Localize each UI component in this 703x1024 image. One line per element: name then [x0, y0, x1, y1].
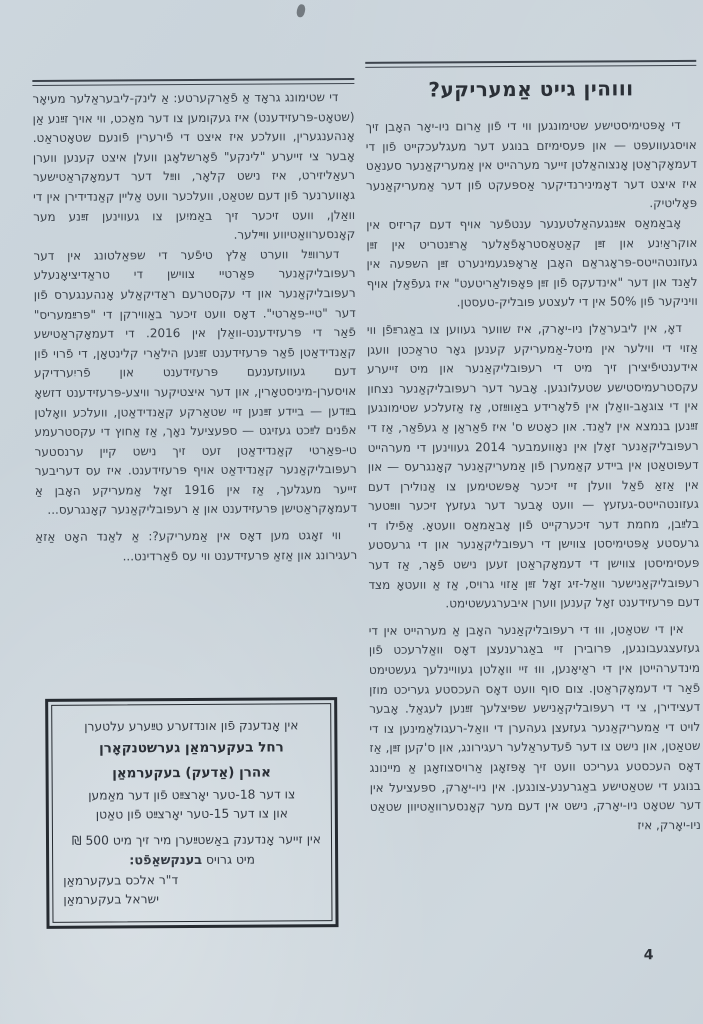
double-rule-right-column — [365, 60, 696, 68]
article-paragraph: דערווײַל ווערט אַלץ טיפֿער די שפּאַלטונג אין דער רעפּובליקאַנער פּאַרטיי צווישן די טראַדיציאָנעלע רעפּובליקאַנער און די עקסטרעם ראַדיקאַלע אָנהענגערס פֿון דער "טיי-פּאַרטי". דאָס וועט זיכער באַווירקן די "פּרײַמעריס" פֿאַר די פּרעזידענט-וואַלן אין 2016. די דעמאָקראַטישע קאַנדידאַטן פֿאַר פּרעזידענט זײַנען הילאַרי קלינטאָן, די פֿרוי פֿון דעם געוועזענעם פּרעזידענט און פֿריִערדיקע אויסערן-מיניסטאָרין, און דער איצטיקער וויצע-פּרעזידענט דזשאָ בײַדען — ביידע זײַנען זיי שטאַרקע קאַנדידאַטן, וועלכע וואָלטן אפֿנים לײַכט געזיגט — ספּעציעל נאָך, אַז אַחוץ די עקסטרעמע טי-פּאַרטי קאַנדידאַטן זעט זיך נישט קיין ערנסטער רעפּובליקאַנער קאַנדידאַט אויף פּרעזידענט. איז עס דעריבער זייער מעגלעך, אַז אין 1916 זאָל אַמעריקע האָבן אַ דעמאָקראַטישן פּרעזידענט און אַ רעפּובליקאַנער קאָנגרעס... — [33, 246, 358, 518]
memorial-box-inner-border — [51, 703, 332, 923]
memorial-signature: ישראל בעקערמאַן — [63, 892, 160, 907]
article-paragraph: אָבאַמאַס אײַנגעהאַלטענער ענטפֿער אויף דעם קריזיס אין אוקראַיִנע און זײַן קאַטאַסטראָפֿאַלער אַרײַנטריט אין זײַן געזונטהייטס-פּראָגראַם האָבן אַראָפּגעמינערט זײַן השפּעה אין לאַנד און דער "אינדעקס פֿון זײַן פּאָפּולאַריטעט" איז געפֿאַלן אויף וויניקער פֿון 50% אין די לעצטע פּובליק-טעסטן. — [366, 215, 698, 310]
article-paragraph: די אָפּטימיסטישע שטימונגען ווי די פֿון אַרום ניו-יאָר האָבן זיך אויסגעוועפּט — און פּעסימיזם בנוגע דער מעגלעכקייט פֿון די דעמאָקראַטן אָנצוהאַלטן זייער מערהייט אין אַמעריקאַנער סענאַט איז איצט דער דאָמינירנדיקער אַספּעקט פֿון דער אַמעריקאַנער פּאָליטיק. — [365, 117, 698, 211]
article-column-right — [366, 116, 702, 860]
memorial-signature: ד"ר אלכס בעקערמאַן — [63, 873, 179, 888]
memorial-donation-line: אין זייער אָנדענק באַשטײַערן מיר זיך מיט 500 ₪ — [71, 832, 322, 848]
memorial-intro-line: אין אָנדענק פֿון אונדזערע טײַערע עלטערן — [84, 718, 299, 734]
article-paragraph: דאָ, אין ליבעראַלן ניו-יאָרק, איז שווער געווען צו באַגרײַפֿן ווי אַזוי די ווילער אין מיטל-אַמעריקע קענען גאָר טראַכטן וועגן אידענטיפֿיצירן זיך מיט די רעפּובליקאַנער און מיט זייערע עקסטרעמיסטישע שטעלונגען. אָבער דער רעפּובליקאַנער נצחון אין די צוגאָב-וואַלן אין פֿלאָרידע באַווײַזט, אַז אַזעלכע שטימונגען זײַנען בנמצא אין לאַנד. און כאָטש ס' איז פֿאַראַן אַ געפֿאַר, אַז די רעפּובליקאַנער זאָלן אין נאָוועמבער 2014 געווינען די מערהייט דעפּוטאַטן אין ביידע קאַמערן פֿון אַמעריקאַנער קאָנגרעס — און אין אַזאַ פֿאַל וועלן זיי זיכער אָפּשטימען צו אַנולירן דעם געזונטהייטס-געזעץ — וועט אָבער דער געזעץ זיכער ווײַטער בלײַבן, מחמת דער זיכערקייט פֿון אָבאַמאַס וועטאָ. אַפֿילו די גרעסטע אָפּטימיסטן צווישן די רעפּובליקאַנער און די גרעסטע פּעסימיסטן צווישן די דעמאָקראַטן זעען נישט פֿאָר, אַז דער רעפּובליקאַנישער וואַל-זיג זאָל זײַן אַזוי גרויס, אַז אַ וועטאָ מצד דעם פּרעזידענט זאָל קענען ווערן איבערגעשטימט. — [366, 320, 700, 611]
article-paragraph: ווי זאָגט מען דאָס אין אַמעריקע?: אַ לאַנד האָט אַזאַ רעגירונג און אַזאַ פּרעזידענט ווי עס פֿאַרדינט... — [35, 528, 358, 564]
memorial-yahrzeit-father: און צו דער 15-טער יאָרצײַט פֿון טאַטן — [95, 806, 288, 822]
memorial-closing-bold-word: בענקשאַפֿט: — [129, 852, 203, 869]
ink-smudge-mark — [296, 4, 306, 18]
article-headline: וווהין גייט אַמעריקע? — [428, 76, 634, 102]
memorial-closing-line — [63, 849, 321, 872]
memorial-closing-text: מיט גרויס — [201, 852, 256, 867]
article-column-left — [32, 88, 357, 640]
memorial-name-mother: רחל בעקערמאַן גערשטנקאָרן — [99, 739, 284, 757]
article-paragraph: די שטימונג גראָד אַ פֿאַרקערטע: אַ לינק-ליבעראַלער מעיאָר (שטאָט-פּרעזידענט) איז געקומען צו דער מאַכט, ווי אויך זײַנע אַן אָנהענגערין, וועלכע איז איצט די פֿירערין פֿונעם שטאָטראַט. אָבער צי זייערע "לינקע" פֿאָרשלאָגן וועלן איצט קענען ווערן רעאַליזירט, איז נישט קלאָר, ווײַל דער דעמאָקראַטישער גאָווערנער פֿון דעם שטאַט, וועלכער וועט אַליין קאַנדידירן אין די וואַלן, וועט זיכער זיך באַמיִען צו געווינען זײַנע מער קאָנסערוואַטיווע ווײלער. — [32, 90, 356, 242]
memorial-yahrzeit-mother: צו דער 18-טער יאָרצײַט פֿון דער מאַמען — [88, 787, 296, 803]
memorial-announcement-box — [45, 697, 338, 929]
article-paragraph: אין די שטאַטן, וווּ די רעפּובליקאַנער האָבן אַ מערהייט אין די געזעצגעבונגען, פּרובירן זיי באַגרענעצן דאָס וואַלרעכט פֿון מינדערהייטן אין די ראַיאָנען, וווּ זיי וואָלטן געוויינלעך געשטימט פֿאַר די דעמאָקראַטן. צום סוף וועט דאָס העכסטע געריכט מוזן דעצידירן, צי די רעפּובליקאַנישע שפּיצלעך זײַנען לעגאַל. אָבער לויט די אַמעריקאַנער געזעצן געהערן די וואַל-רעגולאַמינען צו די שטאַטן, און נישט צו דער פֿעדעראַלער רעגירונג, און ס'קען זײַן, אַז דאָס העכסטע געריכט וועט זיך אָפּזאָגן אַרויסצוזאָגן אַ מיינונג בנוגע די שטאַטישע באַגרענע-צונגען. אין ניו-יאָרק, ספּעציעל אין דער שטאָט ניו-יאָרק, נישט אין דעם מער קאָנסערוואַטיוון שטאַט ניו-יאָרק, איז — [368, 621, 701, 833]
double-rule-left-column — [32, 78, 354, 86]
memorial-name-father: אהרן (אַדעק) בעקערמאַן — [112, 764, 272, 782]
page-number: 4 — [643, 947, 654, 964]
